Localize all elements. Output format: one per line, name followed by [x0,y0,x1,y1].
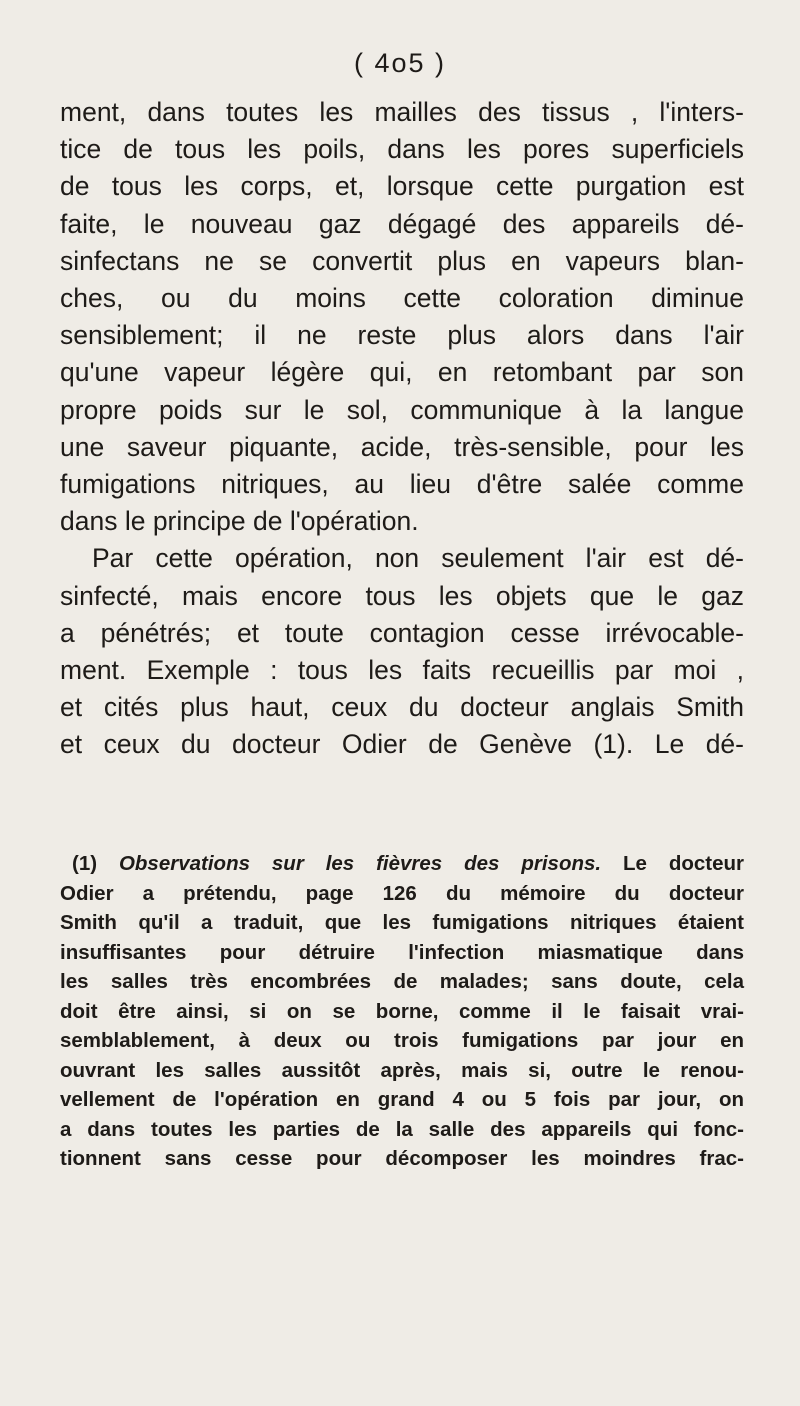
footnote-cited-title: Observations sur les fièvres des prisons. [118,852,602,875]
footnote-line: ouvrant les salles aussitôt après, mais si, outre le renou- [60,1058,744,1082]
body-line: dans le principe de l'opération. [60,506,419,537]
footnote-line: semblablement, à deux ou trois fumigations par jour en [60,1029,744,1052]
body-line: sinfecté, mais encore tous les objets que le gaz [60,580,744,611]
footnote-marker: (1) [72,852,119,875]
body-line: ches, ou du moins cette coloration diminue [60,283,744,314]
body-line: a pénétrés; et toute contagion cesse irrévocable- [60,617,744,648]
footnote-line: Smith qu'il a traduit, que les fumigations nitriques étaient [60,911,744,934]
footnote [60,849,744,1174]
body-line: sinfectans ne se convertit plus en vapeurs blan- [60,245,744,276]
body-line: et ceux du docteur Odier de Genève (1). Le dé- [60,729,744,760]
body-line: fumigations nitriques, au lieu d'être salée comme [60,469,744,500]
footnote-line: tionnent sans cesse pour décomposer les moindres frac- [60,1147,744,1170]
body-line: sensiblement; il ne reste plus alors dans l'air [60,320,744,351]
footnote-first-line [60,849,744,879]
body-line: tice de tous les poils, dans les pores superficiels [60,134,744,165]
footnote-line: vellement de l'opération en grand 4 ou 5 fois par jour, on [60,1088,744,1111]
body-line: Par cette opération, non seulement l'air est dé- [92,543,744,574]
body-line: faite, le nouveau gaz dégagé des appareils dé- [60,208,744,239]
body-line: une saveur piquante, acide, très-sensible, pour les [60,431,744,462]
body-line: et cités plus haut, ceux du docteur anglais Smith [60,692,744,723]
body-line: ment. Exemple : tous les faits recueillis par moi , [60,655,744,686]
body-line: propre poids sur le sol, communique à la langue [60,394,744,425]
footnote-line: doit être ainsi, si on se borne, comme il le faisait vrai- [60,999,744,1023]
footnote-line: insuffisantes pour détruire l'infection miasmatique dans [60,940,744,964]
body-line: qu'une vapeur légère qui, en retombant par son [60,357,744,388]
body-text [60,94,744,764]
footnote-line: Odier a prétendu, page 126 du mémoire du docteur [60,881,744,905]
body-line: de tous les corps, et, lorsque cette purgation est [60,171,744,202]
body-line: ment, dans toutes les mailles des tissus , l'inters- [60,97,744,127]
footnote-first-line-rest: Le docteur [601,852,745,875]
footnote-line: a dans toutes les parties de la salle des appareils qui fonc- [60,1117,744,1141]
page-number: ( 4o5 ) [353,48,447,78]
footnote-line: les salles très encombrées de malades; sans doute, cela [60,970,744,993]
